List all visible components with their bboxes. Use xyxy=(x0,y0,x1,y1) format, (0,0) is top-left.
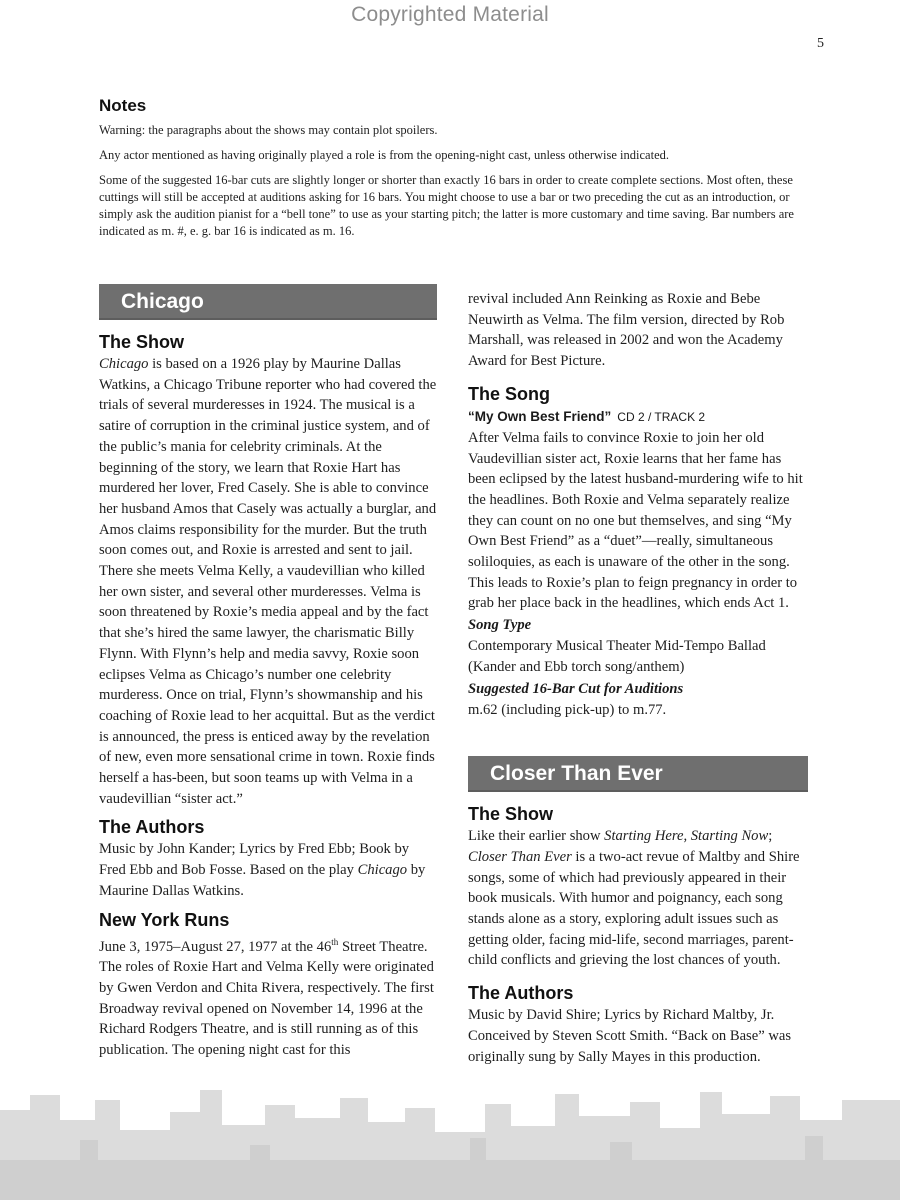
chicago-banner: Chicago xyxy=(99,284,437,320)
chicago-song-text: After Velma fails to convince Roxie to join her old Vaudevillian sister act, Roxie learns that her fame has been eclipsed by the latest husband-murdering wife to hit the headlines. Both Roxie and Velma separately realize they can count on no one but themselves, and sing “My Own Best Friend” as a “duet”—really, simultaneous soliloquies, as each is unaware of the other in the song. This leads to Roxie’s plan to feign pregnancy in order to grab her place back in the headlines, which ends Act 1. xyxy=(468,429,803,612)
chicago-show-heading: The Show xyxy=(99,332,184,352)
play-title: Chicago xyxy=(357,862,408,879)
chicago-runs-text xyxy=(99,932,437,1061)
chicago-authors-text xyxy=(99,839,437,901)
closer-text: Like their earlier show xyxy=(468,828,605,845)
closer-text: is a two-act revue of Maltby and Shire songs, some of which had previously appeared in their book musicals. With humor and poignancy, each song stands alone as a story, exploring adult issues such as getting older, facing mid-life, second marriages, parent-child conflicts and grieving the lost chances of youth. xyxy=(468,848,800,969)
cut-heading: Suggested 16-Bar Cut for Auditions xyxy=(468,680,684,697)
show-title: Starting Here, Starting Now xyxy=(604,828,769,845)
track-label: CD 2 / TRACK 2 xyxy=(617,409,706,424)
chicago-song-heading: The Song xyxy=(468,383,550,404)
closer-show-text xyxy=(468,826,808,971)
song-type-heading: Song Type xyxy=(468,617,532,634)
runs-superscript: th xyxy=(331,936,339,947)
show-description: is based on a 1926 play by Maurine Dallas Watkins, a Chicago Tribune reporter who had covered the trials of several murderesses in 1924. The musical is a satire of corruption in the criminal justice system, and of the public’s mania for celebrity criminals. At the beginning of the story, we learn that Roxie Hart has murdered her lover, Fred Casely. She is able to convince her husband Amos that Casely was actually a burglar, and Amos claims responsibility for the murder. But the truth soon comes out, and Roxie is arrested and sent to jail. There she meets Velma Kelly, a vaudevillian who killed her own sister, and several other murderesses. Velma is soon threatened by Roxie’s media appeal and by the fact that she’s hired the same lawyer, the charismatic Billy Flynn. With Flynn’s help and media savvy, Roxie soon eclipses Velma as Chicago’s number one celebrity murderess. Once on trial, Flynn’s showmanship and his coaching of Roxie lead to her acquittal. But as the verdict is announced, the press is enticed away by the revelation of new, even more sensational crime in town. Roxie finds herself a has-been, but soon teams up with Velma in a vaudevillian “sister act.” xyxy=(99,356,437,807)
song-title xyxy=(468,406,808,428)
cut-text: m.62 (including pick-up) to m.77. xyxy=(468,701,667,718)
closer-authors-text: Music by David Shire; Lyrics by Richard Maltby, Jr. Conceived by Steven Scott Smith. “Back on Base” was originally sung by Sally Mayes in this production. xyxy=(468,1007,792,1065)
show-title: Closer Than Ever xyxy=(468,848,572,865)
closer-authors-heading: The Authors xyxy=(468,983,574,1004)
notes-paragraph: Some of the suggested 16-bar cuts are slightly longer or shorter than exactly 16 bars in order to create complete sections. Most often, these cuttings will still be accepted at auditions asking for 16 bars. You might choose to use a bar or two preceding the cut as an introduction, or simply ask the audition pianist for a “bell tone” to use as your starting pitch; the latter is more customary and time saving. Bar numbers are indicated as m. #, e. g. bar 16 is indicated as m. 16. xyxy=(99,173,794,238)
runs-text: June 3, 1975–August 27, 1977 at the 46 xyxy=(99,938,332,955)
copyright-watermark: Copyrighted Material xyxy=(351,3,549,26)
authors-text: Music by John Kander; Lyrics by Fred Ebb; Book by Fred Ebb and Bob Fosse. Based on the play xyxy=(99,841,410,879)
closer-text: ; xyxy=(768,828,773,845)
chicago-runs-heading: New York Runs xyxy=(99,909,230,930)
notes-heading: Notes xyxy=(99,96,147,115)
song-type-text: Contemporary Musical Theater Mid-Tempo Ballad (Kander and Ebb torch song/anthem) xyxy=(468,638,766,675)
runs-text: Street Theatre. The roles of Roxie Hart and Velma Kelly were originated by Gwen Verdon and Chita Rivera, respectively. The first Broadway revival opened on November 14, 1996 at the Richard Rodgers Theatre, and is still running as of this publication. The opening night cast for this xyxy=(99,938,434,1058)
chicago-authors-heading: The Authors xyxy=(99,817,205,838)
notes-paragraph: Warning: the paragraphs about the shows may contain plot spoilers. xyxy=(99,123,438,137)
right-column xyxy=(468,289,808,1067)
left-column xyxy=(99,284,437,1061)
chicago-runs-continued: revival included Ann Reinking as Roxie and Bebe Neuwirth as Velma. The film version, directed by Rob Marshall, was released in 2002 and won the Academy Award for Best Picture. xyxy=(468,291,785,370)
page-number: 5 xyxy=(817,36,824,51)
song-name: “My Own Best Friend” xyxy=(468,408,612,424)
notes-section xyxy=(99,96,799,248)
notes-paragraph: Any actor mentioned as having originally played a role is from the opening-night cast, unless otherwise indicated. xyxy=(99,148,669,162)
authors-text: by Maurine Dallas Watkins. xyxy=(99,862,426,899)
show-title: Chicago xyxy=(99,356,149,372)
chicago-show-text xyxy=(99,354,437,809)
closer-show-heading: The Show xyxy=(468,804,553,825)
closer-than-ever-banner: Closer Than Ever xyxy=(468,756,808,792)
